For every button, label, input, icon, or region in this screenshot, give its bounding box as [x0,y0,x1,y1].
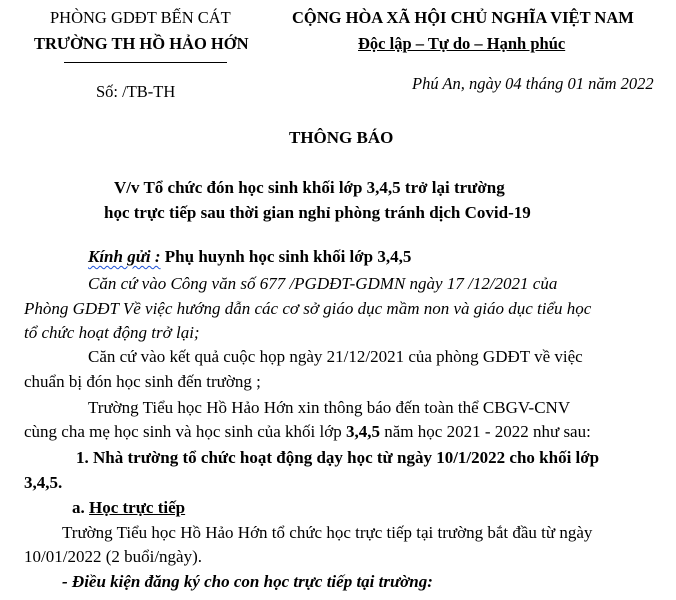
announce-line-2-post: năm học 2021 - 2022 như sau: [380,422,591,441]
recipient-value: Phụ huynh học sinh khối lớp 3,4,5 [164,247,412,266]
announce-line-2-pre: cùng cha mẹ học sinh và học sinh của khối lớp [24,422,346,441]
document-title: THÔNG BÁO [289,128,394,147]
subject-line-1: V/v Tổ chức đón học sinh khối lớp 3,4,5 trở lại trường [114,178,505,197]
announce-line-2 [24,421,591,443]
recipient-line [88,247,411,267]
basis1-line-1: Căn cứ vào Công văn số 677 /PGDĐT-GDMN ngày 17 /12/2021 của [88,274,558,293]
condition-heading: - Điều kiện đăng ký cho con học trực tiếp tại trường: [62,572,433,591]
sub-a-title: Học trực tiếp [89,498,186,517]
subject-line-2: học trực tiếp sau thời gian nghỉ phòng tránh dịch Covid-19 [104,203,531,222]
country-name: CỘNG HÒA XÃ HỘI CHỦ NGHĨA VIỆT NAM [292,8,634,27]
issuing-agency: PHÒNG GDĐT BẾN CÁT [50,8,231,27]
sub-a-label: a. [72,498,85,517]
sub-a-text-line-1: Trường Tiểu học Hồ Hảo Hớn tổ chức học trực tiếp tại trường bắt đầu từ ngày [62,523,593,542]
basis1-line-3: tổ chức hoạt động trở lại; [24,323,200,342]
recipient-label: Kính gửi : [88,247,161,266]
basis2-line-2: chuẩn bị đón học sinh đến trường ; [24,372,261,391]
place-date: Phú An, ngày 04 tháng 01 năm 2022 [412,74,654,93]
school-underline [64,62,227,63]
sub-a-text-line-2: 10/01/2022 (2 buổi/ngày). [24,547,203,566]
school-name: TRƯỜNG TH HỒ HẢO HỚN [34,34,249,53]
basis1-line-2: Phòng GDĐT Về việc hướng dẫn các cơ sở giáo dục mầm non và giáo dục tiểu học [24,299,592,318]
document-number: Số: /TB-TH [96,82,176,101]
national-motto: Độc lập – Tự do – Hạnh phúc [358,34,566,53]
basis2-line-1: Căn cứ vào kết quả cuộc họp ngày 21/12/2021 của phòng GDĐT về việc [88,347,583,366]
announce-line-1: Trường Tiểu học Hồ Hảo Hớn xin thông báo đến toàn thể CBGV-CNV [88,398,571,417]
announce-line-2-bold: 3,4,5 [346,422,380,441]
item1-line-1: 1. Nhà trường tổ chức hoạt động dạy học từ ngày 10/1/2022 cho khối lớp [76,448,600,467]
sub-a-heading [72,497,185,519]
item1-line-2: 3,4,5. [24,473,63,492]
